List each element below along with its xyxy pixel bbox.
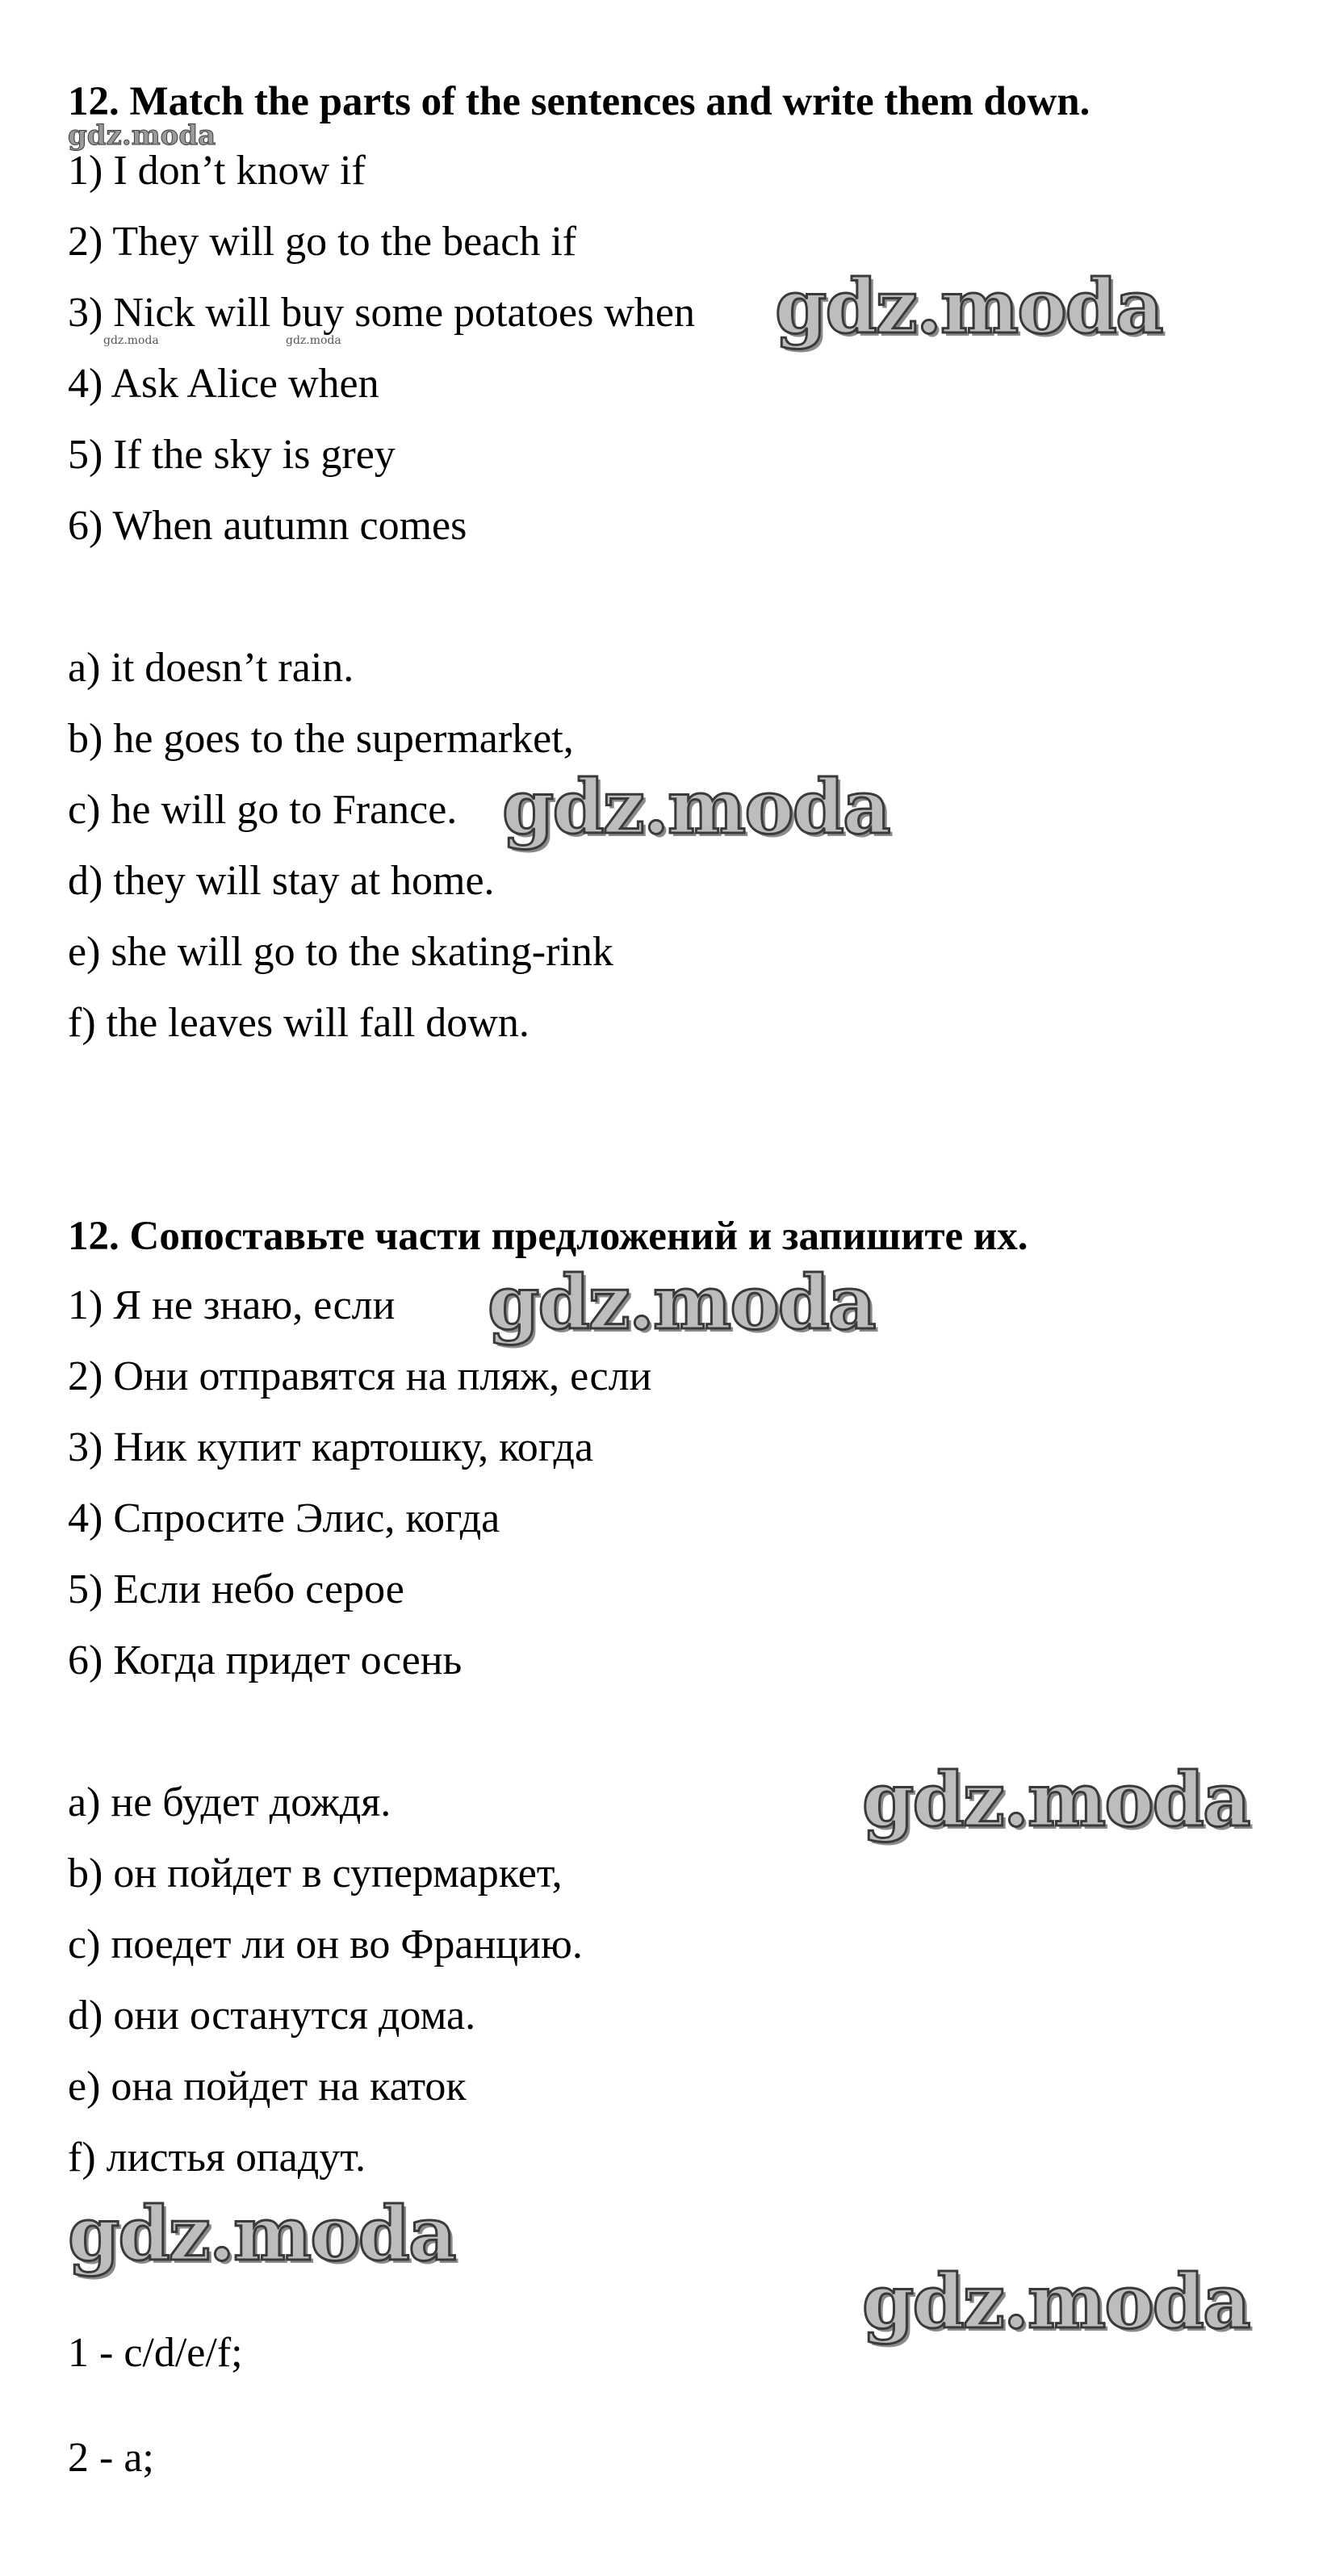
translation-ending-b: b) он пойдет в супермаркет, (68, 1850, 563, 1896)
translation-start-5: 5) Если небо серое (68, 1566, 404, 1612)
translation-ending-e: e) она пойдет на каток (68, 2064, 467, 2110)
translation-start-4: 4) Спросите Элис, когда (68, 1495, 500, 1541)
watermark: gdz.moda (502, 763, 890, 851)
sentence-ending-e: e) she will go to the skating-rink (68, 929, 613, 975)
sentence-start-1: 1) I don’t know if (68, 148, 366, 194)
watermark: gdz.moda (68, 2190, 455, 2277)
watermark: gdz.moda (488, 1259, 875, 1346)
translation-ending-a: a) не будет дождя. (68, 1779, 391, 1825)
sentence-ending-a: a) it doesn’t rain. (68, 645, 354, 691)
answer-line-2: 2 - a; (68, 2435, 154, 2481)
sentence-ending-f: f) the leaves will fall down. (68, 1000, 530, 1046)
sentence-start-2: 2) They will go to the beach if (68, 219, 577, 265)
sentence-ending-c: c) he will go to France. (68, 787, 458, 833)
sentence-start-3: 3) Nick will buy some potatoes when (68, 290, 695, 336)
watermark: gdz.moda (862, 2258, 1250, 2345)
translation-start-2: 2) Они отправятся на пляж, если (68, 1353, 652, 1399)
watermark-tiny: gdz.moda (286, 334, 341, 347)
translation-ending-c: c) поедет ли он во Францию. (68, 1922, 583, 1968)
exercise-heading-english: 12. Match the parts of the sentences and write them down. (68, 79, 1090, 124)
translation-start-1: 1) Я не знаю, если (68, 1282, 396, 1328)
watermark-small: gdz.moda (68, 119, 216, 152)
translation-ending-f: f) листья опадут. (68, 2135, 366, 2181)
translation-ending-d: d) они останутся дома. (68, 1993, 476, 2039)
translation-start-3: 3) Ник купит картошку, когда (68, 1424, 594, 1470)
watermark: gdz.moda (862, 1756, 1250, 1843)
sentence-ending-b: b) he goes to the supermarket, (68, 716, 574, 762)
sentence-start-4: 4) Ask Alice when (68, 361, 379, 407)
sentence-start-5: 5) If the sky is grey (68, 432, 396, 478)
watermark-tiny: gdz.moda (103, 334, 159, 347)
answer-line-1: 1 - c/d/e/f; (68, 2330, 243, 2376)
watermark: gdz.moda (775, 263, 1162, 350)
translation-start-6: 6) Когда придет осень (68, 1637, 463, 1683)
exercise-heading-russian: 12. Сопоставьте части предложений и запишите их. (68, 1214, 1028, 1259)
sentence-start-6: 6) When autumn comes (68, 503, 467, 549)
sentence-ending-d: d) they will stay at home. (68, 858, 495, 904)
